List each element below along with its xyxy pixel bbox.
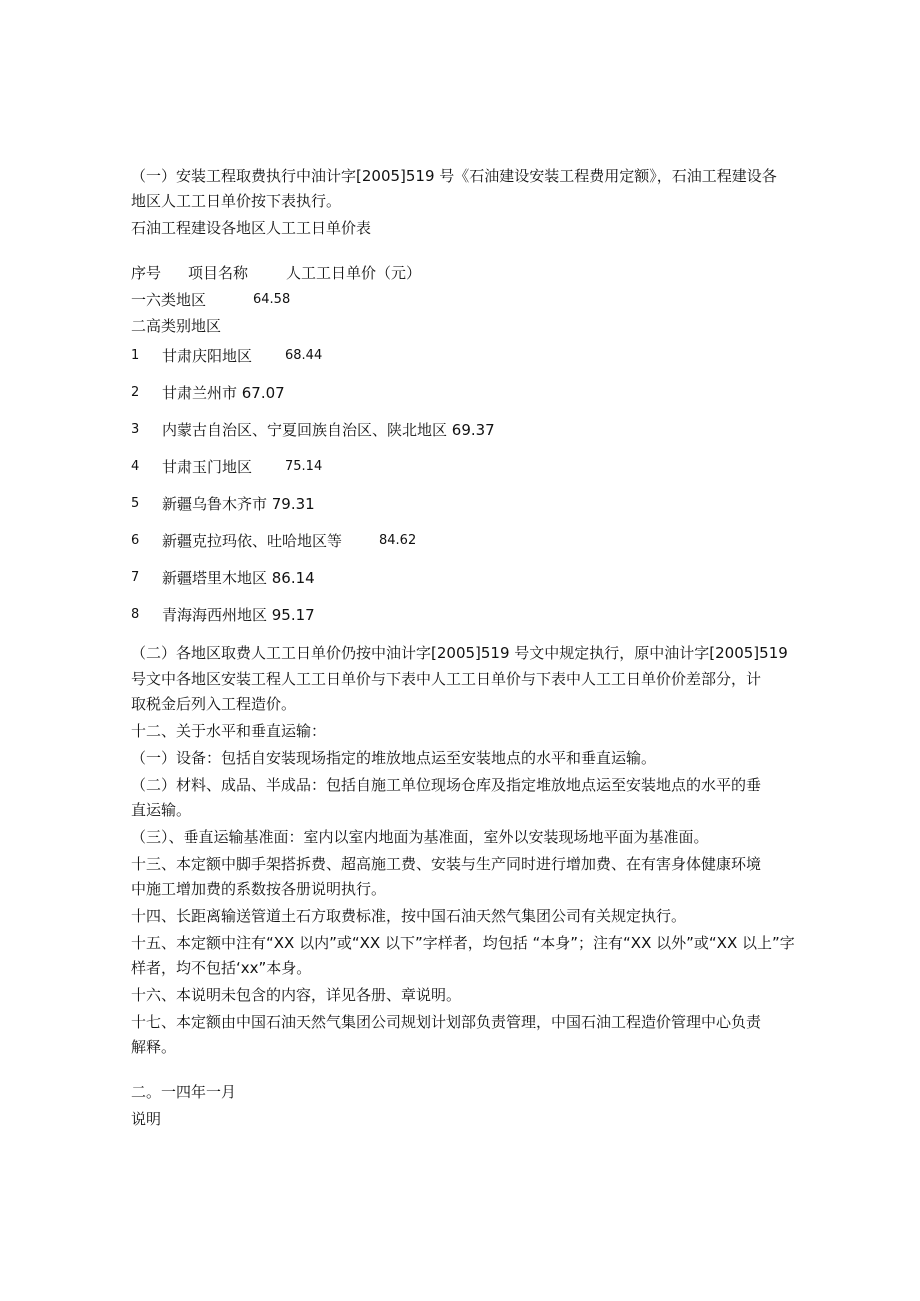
row-value: 84.62	[379, 533, 417, 548]
table-header	[131, 263, 531, 283]
table-row	[131, 531, 631, 551]
row-no: 3	[131, 422, 140, 437]
row-name: 新疆乌鲁木齐市 79.31	[162, 495, 315, 513]
table-row	[131, 494, 631, 514]
header-no: 序号	[131, 264, 162, 282]
header-name: 项目名称	[188, 264, 249, 282]
intro-line-1: （一）安装工程取费执行中油计字[2005]519 号《石油建设安装工程费用定额》，石油工程建设各	[131, 167, 777, 185]
section-17-line-1: 十七、本定额由中国石油天然气集团公司规划计划部负责管理，中国石油工程造价管理中心负责	[131, 1013, 762, 1031]
category-1-value: 64.58	[253, 292, 291, 307]
section-12-item-2-line-1: （二）材料、成品、半成品：包括自施工单位现场仓库及指定堆放地点运至安装地点的水平的垂	[131, 776, 762, 794]
row-name: 甘肃兰州市 67.07	[162, 384, 285, 402]
section-13-line-2: 中施工增加费的系数按各册说明执行。	[131, 880, 387, 898]
table-row	[131, 420, 631, 440]
category-1-label: 一六类地区	[131, 291, 207, 309]
section-12-item-3: （三）、垂直运输基准面：室内以室内地面为基准面，室外以安装现场地平面为基准面。	[131, 828, 709, 846]
intro-line-2: 地区人工工日单价按下表执行。	[131, 192, 342, 210]
row-name: 新疆塔里木地区 86.14	[162, 569, 315, 587]
row-name: 新疆克拉玛依、吐哈地区等	[162, 532, 343, 550]
para2-line-3: 取税金后列入工程造价。	[131, 695, 297, 713]
section-12-item-1: （一）设备：包括自安装现场指定的堆放地点运至安装地点的水平和垂直运输。	[131, 749, 657, 767]
section-14: 十四、长距离输送管道土石方取费标准，按中国石油天然气集团公司有关规定执行。	[131, 907, 687, 925]
row-no: 1	[131, 348, 140, 363]
table-title: 石油工程建设各地区人工工日单价表	[131, 219, 372, 237]
section-17-line-2: 解释。	[131, 1038, 177, 1056]
row-no: 5	[131, 496, 140, 511]
section-15-line-2: 样者，均不包括‘xx”本身。	[131, 959, 312, 977]
section-15-line-1: 十五、本定额中注有“XX 以内”或“XX 以下”字样者，均包括 “本身”；注有“XX 以外”或“XX 以上”字	[131, 934, 795, 952]
row-name: 青海海西州地区 95.17	[162, 606, 315, 624]
section-13-line-1: 十三、本定额中脚手架搭拆费、超高施工费、安装与生产同时进行增加费、在有害身体健康环境	[131, 855, 762, 873]
para2-line-1: （二）各地区取费人工工日单价仍按中油计字[2005]519 号文中规定执行，原中油计字[2005]519	[131, 644, 788, 662]
footer-date: 二。一四年一月	[131, 1083, 237, 1101]
para2-line-2: 号文中各地区安装工程人工工日单价与下表中人工工日单价与下表中人工工日单价价差部分，计	[131, 670, 762, 688]
section-16: 十六、本说明未包含的内容，详见各册、章说明。	[131, 986, 462, 1004]
row-no: 2	[131, 385, 140, 400]
footer-note: 说明	[131, 1110, 162, 1128]
category-2-label: 二高类别地区	[131, 317, 222, 335]
row-name: 甘肃庆阳地区	[162, 347, 253, 365]
section-12-title: 十二、关于水平和垂直运输：	[131, 722, 327, 740]
row-no: 7	[131, 570, 140, 585]
row-value: 68.44	[285, 348, 323, 363]
table-row	[131, 383, 631, 403]
category-row-1	[131, 290, 431, 310]
section-12-item-2-line-2: 直运输。	[131, 801, 192, 819]
row-no: 6	[131, 533, 140, 548]
table-row	[131, 605, 631, 625]
header-price: 人工工日单价（元）	[286, 264, 422, 282]
table-row	[131, 457, 631, 477]
row-no: 8	[131, 607, 140, 622]
row-value: 75.14	[285, 459, 323, 474]
row-name: 甘肃玉门地区	[162, 458, 253, 476]
row-name: 内蒙古自治区、宁夏回族自治区、陕北地区 69.37	[162, 421, 495, 439]
row-no: 4	[131, 459, 140, 474]
table-row	[131, 346, 631, 366]
table-row	[131, 568, 631, 588]
